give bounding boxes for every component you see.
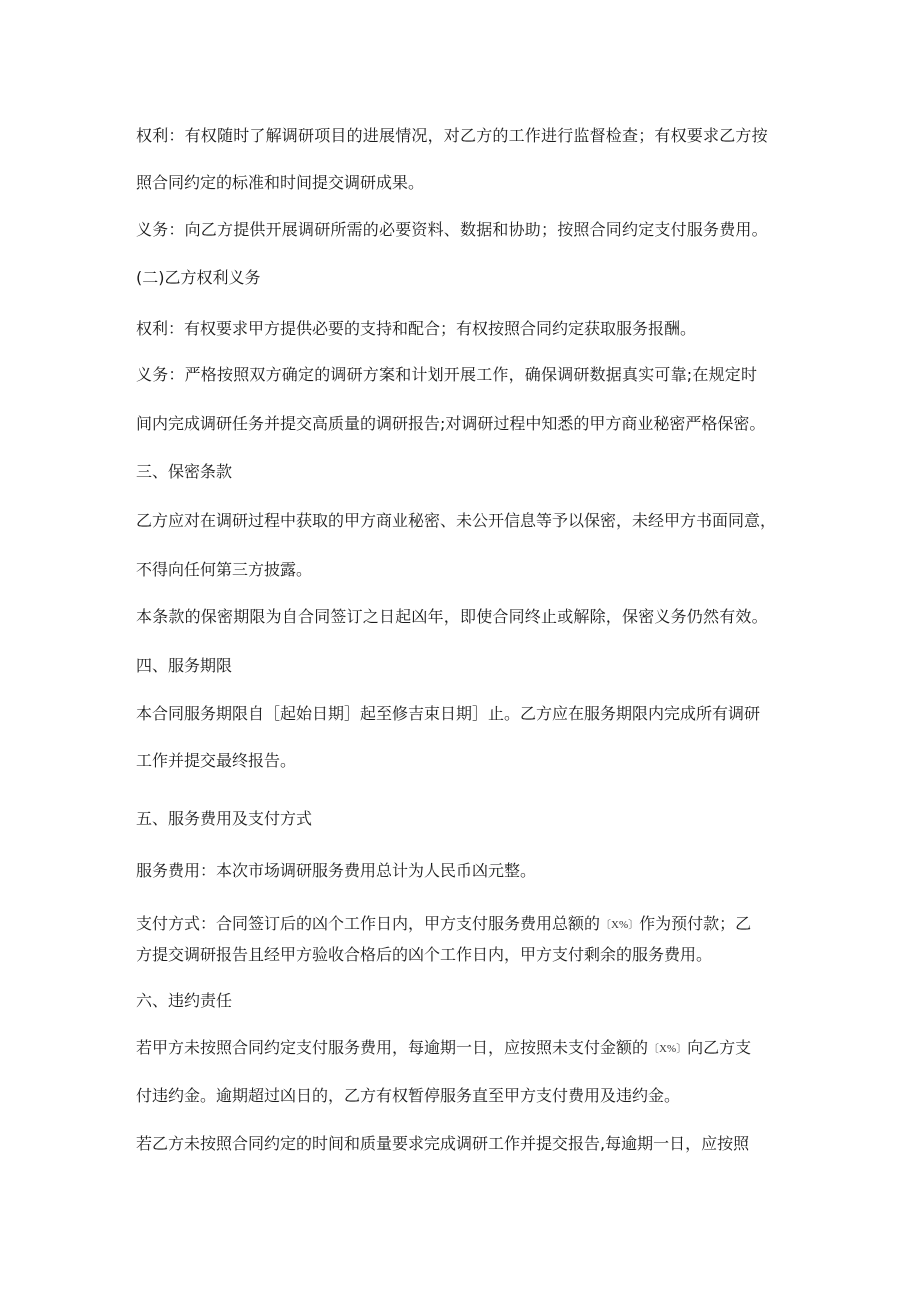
section-3-para-2: 本条款的保密期限为自合同签订之日起凶年，即使合同终止或解除，保密义务仍然有效。 [136, 607, 768, 626]
payment-percent-placeholder: 〔X%〕 [600, 919, 640, 931]
breach-text-b: 向乙方支 [687, 1038, 752, 1057]
breach-party-b-line-1: 若乙方未按照合同约定的时间和质量要求完成调研工作并提交报告,每逾期一日，应按照 [136, 1134, 750, 1153]
section-5-heading: 五、服务费用及支付方式 [136, 809, 313, 828]
section-6-heading: 六、违约责任 [136, 991, 233, 1010]
payment-method-line-1 [136, 913, 751, 936]
breach-percent-placeholder: 〔X%〕 [648, 1043, 688, 1055]
breach-text-a: 若甲方未按照合同约定支付服务费用，每逾期一日，应按照未支付金额的 [136, 1038, 649, 1057]
payment-method-line-2: 方提交调研报告且经甲方验收合格后的凶个工作日内，甲方支付剩余的服务费用。 [136, 945, 713, 964]
section-3-heading: 三、保密条款 [136, 462, 233, 481]
payment-text-a: 支付方式：合同签订后的凶个工作日内，甲方支付服务费用总额的 [136, 914, 601, 933]
party-a-rights-line-2: 照合同约定的标准和时间提交调研成果。 [136, 173, 425, 192]
breach-party-a-line-2: 付违约金。逾期超过凶日的，乙方有权暂停服务直至甲方支付费用及违约金。 [136, 1086, 681, 1105]
section-4-para-line-1: 本合同服务期限自［起始日期］起至修吉束日期］止。乙方应在服务期限内完成所有调研 [136, 704, 761, 723]
party-b-heading: (二)乙方权利义务 [136, 268, 261, 287]
payment-text-b: 作为预付款；乙 [639, 914, 752, 933]
party-b-duties-line-1: 义务：严格按照双方确定的调研方案和计划开展工作，确保调研数据真实可靠;在规定时 [136, 365, 758, 384]
party-a-duties: 义务：向乙方提供开展调研所需的必要资料、数据和协助；按照合同约定支付服务费用。 [136, 220, 768, 239]
party-b-duties-line-2: 间内完成调研任务并提交高质量的调研报告;对调研过程中知悉的甲方商业秘密严格保密。 [136, 414, 766, 433]
section-4-para-line-2: 工作并提交最终报告。 [136, 751, 297, 770]
breach-party-a-line-1 [136, 1037, 751, 1060]
section-4-heading: 四、服务期限 [136, 656, 233, 675]
section-3-para-1-line-2: 不得向任何第三方披露。 [136, 560, 313, 579]
party-b-rights: 权利：有权要求甲方提供必要的支持和配合；有权按照合同约定获取服务报酬。 [136, 319, 697, 338]
party-a-rights-line-1: 权利：有权随时了解调研项目的进展情况，对乙方的工作进行监督检查；有权要求乙方按 [136, 126, 768, 145]
section-3-para-1-line-1: 乙方应对在调研过程中获取的甲方商业秘密、未公开信息等予以保密，未经甲方书面同意， [136, 511, 777, 530]
service-fee: 服务费用：本次市场调研服务费用总计为人民币凶元整。 [136, 861, 537, 880]
